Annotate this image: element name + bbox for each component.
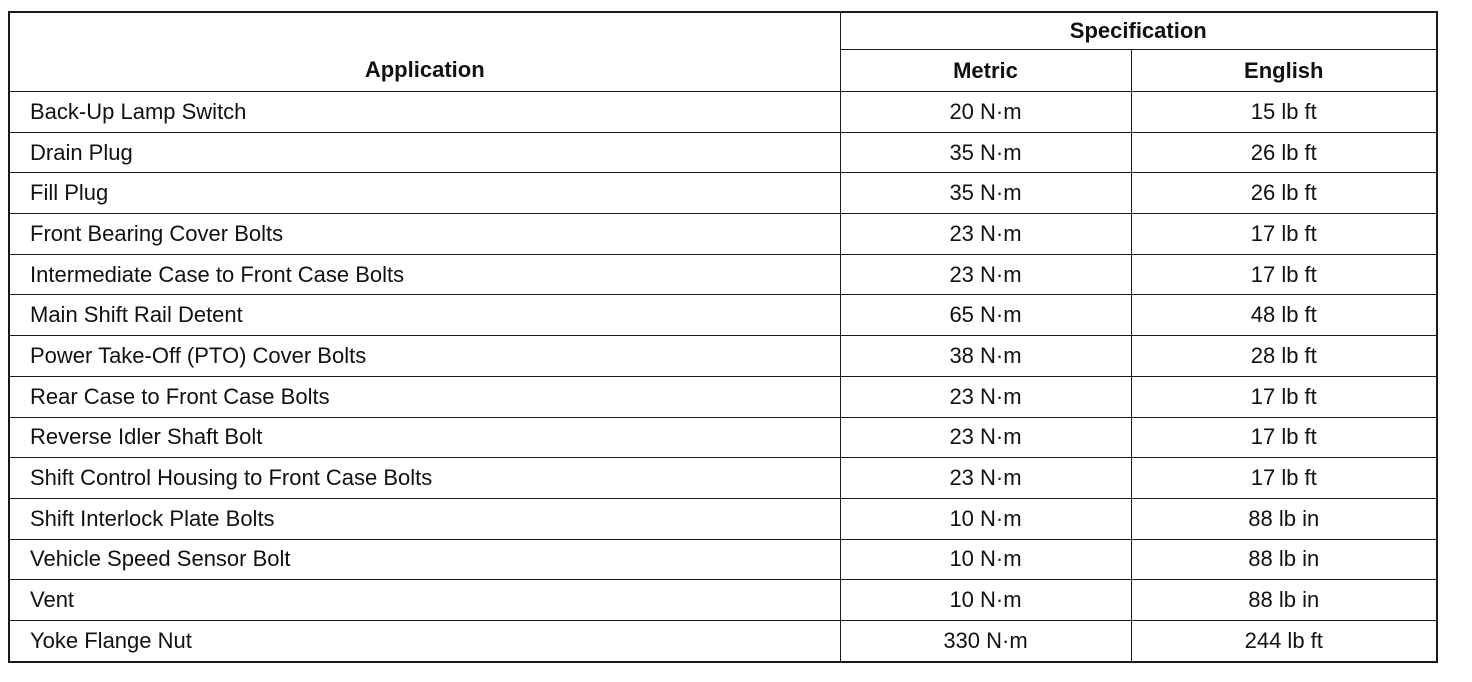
table-header xyxy=(9,12,1437,92)
english-column-header: English xyxy=(1131,50,1437,92)
metric-value-cell: 23 N·m xyxy=(840,376,1131,417)
metric-value-cell: 330 N·m xyxy=(840,620,1131,661)
table-row xyxy=(9,336,1437,377)
application-cell: Vehicle Speed Sensor Bolt xyxy=(9,539,840,580)
metric-value-cell: 65 N·m xyxy=(840,295,1131,336)
torque-spec-table xyxy=(8,11,1438,663)
metric-value-cell: 10 N·m xyxy=(840,539,1131,580)
table-row xyxy=(9,295,1437,336)
metric-value-cell: 20 N·m xyxy=(840,92,1131,133)
table-row xyxy=(9,580,1437,621)
specification-group-header: Specification xyxy=(840,12,1437,50)
english-value-cell: 26 lb ft xyxy=(1131,173,1437,214)
table-body xyxy=(9,92,1437,662)
application-cell: Back-Up Lamp Switch xyxy=(9,92,840,133)
application-column-header: Application xyxy=(9,12,840,92)
table-row xyxy=(9,417,1437,458)
application-cell: Yoke Flange Nut xyxy=(9,620,840,661)
metric-value-cell: 35 N·m xyxy=(840,132,1131,173)
english-value-cell: 26 lb ft xyxy=(1131,132,1437,173)
english-value-cell: 17 lb ft xyxy=(1131,417,1437,458)
english-value-cell: 28 lb ft xyxy=(1131,336,1437,377)
metric-value-cell: 23 N·m xyxy=(840,417,1131,458)
application-cell: Drain Plug xyxy=(9,132,840,173)
application-cell: Rear Case to Front Case Bolts xyxy=(9,376,840,417)
metric-value-cell: 23 N·m xyxy=(840,458,1131,499)
table-row xyxy=(9,458,1437,499)
english-value-cell: 48 lb ft xyxy=(1131,295,1437,336)
application-cell: Shift Control Housing to Front Case Bolts xyxy=(9,458,840,499)
english-value-cell: 17 lb ft xyxy=(1131,214,1437,255)
application-cell: Intermediate Case to Front Case Bolts xyxy=(9,254,840,295)
english-value-cell: 17 lb ft xyxy=(1131,458,1437,499)
english-value-cell: 88 lb in xyxy=(1131,498,1437,539)
metric-value-cell: 10 N·m xyxy=(840,580,1131,621)
application-cell: Shift Interlock Plate Bolts xyxy=(9,498,840,539)
english-value-cell: 244 lb ft xyxy=(1131,620,1437,661)
english-value-cell: 88 lb in xyxy=(1131,539,1437,580)
table-row xyxy=(9,132,1437,173)
table-row xyxy=(9,498,1437,539)
application-cell: Front Bearing Cover Bolts xyxy=(9,214,840,255)
table-row xyxy=(9,620,1437,661)
metric-value-cell: 38 N·m xyxy=(840,336,1131,377)
application-cell: Fill Plug xyxy=(9,173,840,214)
table-row xyxy=(9,92,1437,133)
english-value-cell: 17 lb ft xyxy=(1131,254,1437,295)
metric-value-cell: 10 N·m xyxy=(840,498,1131,539)
table-row xyxy=(9,254,1437,295)
metric-value-cell: 35 N·m xyxy=(840,173,1131,214)
metric-column-header: Metric xyxy=(840,50,1131,92)
application-cell: Main Shift Rail Detent xyxy=(9,295,840,336)
table-row xyxy=(9,173,1437,214)
english-value-cell: 88 lb in xyxy=(1131,580,1437,621)
application-cell: Power Take-Off (PTO) Cover Bolts xyxy=(9,336,840,377)
metric-value-cell: 23 N·m xyxy=(840,214,1131,255)
application-cell: Reverse Idler Shaft Bolt xyxy=(9,417,840,458)
table-row xyxy=(9,539,1437,580)
metric-value-cell: 23 N·m xyxy=(840,254,1131,295)
table-row xyxy=(9,376,1437,417)
application-cell: Vent xyxy=(9,580,840,621)
english-value-cell: 17 lb ft xyxy=(1131,376,1437,417)
english-value-cell: 15 lb ft xyxy=(1131,92,1437,133)
table-row xyxy=(9,214,1437,255)
